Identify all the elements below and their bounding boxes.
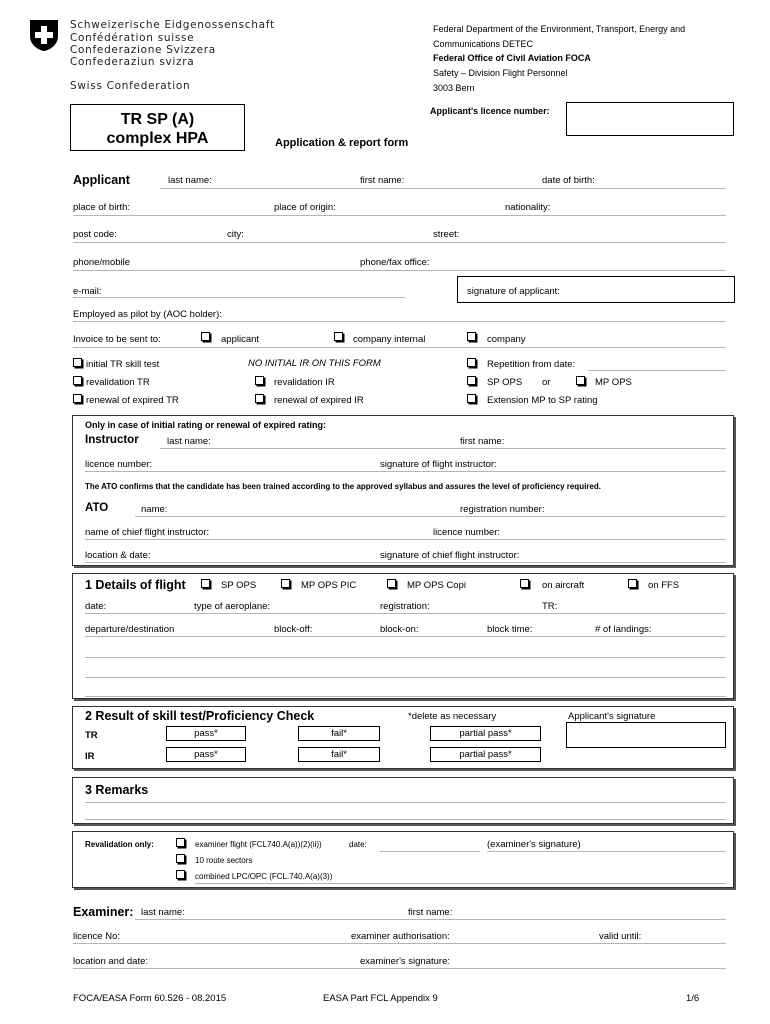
- examiner-heading: Examiner:: [73, 905, 134, 919]
- revalidation-section: [72, 831, 734, 888]
- revalidation-label: Revalidation only:: [85, 840, 154, 849]
- ch-name-it: Confederazione Svizzera: [70, 44, 216, 56]
- dept-line: Federal Department of the Environment, Transport, Energy and: [433, 24, 686, 34]
- invoice-internal-label: company internal: [353, 334, 426, 345]
- flight-mp-copi-checkbox[interactable]: [387, 579, 396, 588]
- phone-field[interactable]: [73, 270, 726, 271]
- examiner-location-label: location and date:: [73, 956, 149, 967]
- post-code-label: post code:: [73, 229, 117, 240]
- tr-partial-field[interactable]: partial pass*: [430, 726, 541, 741]
- examiner-last-name-label: last name:: [141, 907, 185, 918]
- licence-number-input[interactable]: [566, 102, 734, 136]
- flight-row-line[interactable]: [85, 657, 726, 658]
- reval-date-field[interactable]: [380, 851, 480, 852]
- title-line2: complex HPA: [106, 130, 209, 147]
- form-title: Application & report form: [275, 137, 409, 149]
- tr-fail-field[interactable]: fail*: [298, 726, 380, 741]
- applicant-result-signature-box[interactable]: [566, 722, 726, 748]
- chief-signature-label: signature of chief flight instructor:: [380, 550, 520, 561]
- mp-ops-label: MP OPS: [595, 377, 632, 388]
- instr-signature-label: signature of flight instructor:: [380, 459, 497, 470]
- examiner-flight-checkbox[interactable]: [176, 838, 185, 847]
- instructor-licence-field[interactable]: [85, 471, 726, 472]
- reval-ir-checkbox[interactable]: [255, 376, 264, 385]
- examiner-licence-field[interactable]: [73, 943, 726, 944]
- flight-mp-pic-checkbox[interactable]: [281, 579, 290, 588]
- ch-name-rm: Confederaziun svizra: [70, 56, 195, 68]
- title-line1: TR SP (A): [120, 111, 195, 128]
- repetition-label: Repetition from date:: [487, 359, 576, 370]
- flight-heading: 1 Details of flight: [85, 578, 186, 592]
- on-aircraft-checkbox[interactable]: [520, 579, 529, 588]
- ato-location-field[interactable]: [85, 562, 726, 563]
- division-line: Safety – Division Flight Personnel: [433, 68, 568, 78]
- ir-partial-field[interactable]: partial pass*: [430, 747, 541, 762]
- mp-ops-checkbox[interactable]: [576, 376, 585, 385]
- first-name-label: first name:: [360, 175, 405, 186]
- sp-ops-checkbox[interactable]: [467, 376, 476, 385]
- flight-tr-label: TR:: [542, 601, 558, 612]
- footer-appendix: EASA Part FCL Appendix 9: [323, 993, 438, 1004]
- on-aircraft-label: on aircraft: [542, 580, 585, 591]
- invoice-applicant-label: applicant: [221, 334, 260, 345]
- form-title-box: [70, 104, 245, 151]
- result-ir-label: IR: [85, 751, 95, 762]
- ato-location-label: location & date:: [85, 550, 151, 561]
- renewal-ir-label: renewal of expired IR: [274, 395, 364, 406]
- reval-tr-label: revalidation TR: [86, 377, 150, 388]
- fax-label: phone/fax office:: [360, 257, 430, 268]
- examiner-name-field[interactable]: [135, 919, 726, 920]
- reval-line: [195, 883, 726, 884]
- applicant-name-field[interactable]: [160, 188, 726, 189]
- extension-checkbox[interactable]: [467, 394, 476, 403]
- birth-field[interactable]: [73, 215, 726, 216]
- remarks-section: [72, 777, 734, 824]
- examiner-signature-label: examiner's signature:: [360, 956, 450, 967]
- invoice-applicant-checkbox[interactable]: [201, 332, 210, 341]
- flight-mp-pic-label: MP OPS PIC: [301, 580, 357, 591]
- initial-tr-checkbox[interactable]: [73, 358, 82, 367]
- applicant-signature-box[interactable]: [457, 276, 735, 303]
- invoice-label: Invoice to be sent to:: [73, 334, 161, 345]
- address-line: 3003 Bern: [433, 83, 475, 93]
- flight-sp-ops-label: SP OPS: [221, 580, 257, 591]
- ato-name-label: name:: [141, 504, 168, 515]
- applicant-heading: Applicant: [73, 173, 130, 187]
- foca-line: Federal Office of Civil Aviation FOCA: [433, 53, 591, 63]
- landings-label: # of landings:: [595, 624, 652, 635]
- ir-fail-field[interactable]: fail*: [298, 747, 380, 762]
- renewal-tr-checkbox[interactable]: [73, 394, 82, 403]
- phone-label: phone/mobile: [73, 257, 131, 268]
- combined-lpc-label: combined LPC/OPC (FCL.740.A(a)(3)): [195, 872, 333, 881]
- tr-pass-field[interactable]: pass*: [166, 726, 246, 741]
- chief-instructor-label: name of chief flight instructor:: [85, 527, 210, 538]
- instr-first-name-label: first name:: [460, 436, 505, 447]
- invoice-company-checkbox[interactable]: [467, 332, 476, 341]
- examiner-authorisation-label: examiner authorisation:: [351, 931, 450, 942]
- flight-registration-label: registration:: [380, 601, 430, 612]
- chief-instructor-field[interactable]: [85, 539, 726, 540]
- last-name-label: last name:: [168, 175, 212, 186]
- footer-page-number: 1/6: [686, 993, 700, 1004]
- dob-label: date of birth:: [542, 175, 595, 186]
- combined-lpc-checkbox[interactable]: [176, 870, 185, 879]
- employer-field[interactable]: [73, 321, 726, 322]
- block-off-label: block-off:: [274, 624, 313, 635]
- examiner-signature-note: (examiner's signature): [487, 839, 581, 850]
- sp-ops-label: SP OPS: [487, 377, 523, 388]
- remarks-field[interactable]: [85, 802, 726, 803]
- route-sectors-label: 10 route sectors: [195, 856, 253, 865]
- place-origin-label: place of origin:: [274, 202, 336, 213]
- flight-row-line[interactable]: [85, 696, 726, 697]
- valid-until-label: valid until:: [599, 931, 642, 942]
- reval-date-label: date:: [349, 840, 367, 849]
- dept-line: Communications DETEC: [433, 39, 534, 49]
- remarks-heading: 3 Remarks: [85, 783, 149, 797]
- instr-licence-label: licence number:: [85, 459, 153, 470]
- reval-ir-label: revalidation IR: [274, 377, 335, 388]
- result-tr-label: TR: [85, 730, 98, 741]
- instructor-name-field[interactable]: [160, 448, 726, 449]
- ato-name-field[interactable]: [135, 516, 726, 517]
- ir-pass-field[interactable]: pass*: [166, 747, 246, 762]
- examiner-location-field[interactable]: [73, 968, 726, 969]
- invoice-company-label: company: [487, 334, 526, 345]
- invoice-line: [73, 347, 726, 348]
- nationality-label: nationality:: [505, 202, 551, 213]
- flight-date-field[interactable]: [85, 613, 726, 614]
- flight-row-line[interactable]: [85, 636, 726, 637]
- repetition-checkbox[interactable]: [467, 358, 476, 367]
- or-label: or: [542, 377, 551, 388]
- on-ffs-label: on FFS: [648, 580, 680, 591]
- swiss-confederation: Swiss Confederation: [70, 80, 191, 92]
- flight-sp-ops-checkbox[interactable]: [201, 579, 210, 588]
- only-initial-note: Only in case of initial rating or renewal of expired rating:: [85, 420, 327, 430]
- delete-note: *delete as necessary: [408, 711, 497, 722]
- invoice-internal-checkbox[interactable]: [334, 332, 343, 341]
- ato-heading: ATO: [85, 502, 109, 514]
- result-heading: 2 Result of skill test/Proficiency Check: [85, 709, 315, 723]
- ato-confirm-note: The ATO confirms that the candidate has been trained according to the approved syllabus and assures the level of proficiency required.: [85, 482, 601, 491]
- on-ffs-checkbox[interactable]: [628, 579, 637, 588]
- address-field[interactable]: [73, 242, 726, 243]
- licence-number-label: Applicant's licence number:: [430, 106, 550, 116]
- block-time-label: block time:: [487, 624, 533, 635]
- renewal-ir-checkbox[interactable]: [255, 394, 264, 403]
- instructor-heading: Instructor: [85, 434, 139, 446]
- employed-label: Employed as pilot by (AOC holder):: [73, 309, 222, 320]
- route-sectors-checkbox[interactable]: [176, 854, 185, 863]
- examiner-first-name-label: first name:: [408, 907, 453, 918]
- remarks-field[interactable]: [85, 819, 726, 820]
- no-initial-ir-note: NO INITIAL IR ON THIS FORM: [248, 358, 381, 369]
- departure-label: departure/destination: [85, 624, 175, 635]
- block-on-label: block-on:: [380, 624, 419, 635]
- repetition-date-field[interactable]: [588, 370, 726, 371]
- flight-date-label: date:: [85, 601, 107, 612]
- city-label: city:: [227, 229, 244, 240]
- aeroplane-type-label: type of aeroplane:: [194, 601, 271, 612]
- ch-name-de: Schweizerische Eidgenossenschaft: [70, 19, 275, 31]
- footer-form-number: FOCA/EASA Form 60.526 - 08.2015: [73, 993, 227, 1004]
- flight-mp-copi-label: MP OPS Copi: [407, 580, 466, 591]
- initial-tr-label: initial TR skill test: [86, 359, 160, 370]
- renewal-tr-label: renewal of expired TR: [86, 395, 179, 406]
- ch-name-fr: Confédération suisse: [70, 32, 195, 44]
- street-label: street:: [433, 229, 460, 240]
- instr-last-name-label: last name:: [167, 436, 211, 447]
- place-birth-label: place of birth:: [73, 202, 131, 213]
- extension-label: Extension MP to SP rating: [487, 395, 598, 406]
- flight-row-line[interactable]: [85, 677, 726, 678]
- signature-label: signature of applicant:: [467, 286, 560, 297]
- chief-licence-label: licence number:: [433, 527, 501, 538]
- ato-registration-label: registration number:: [460, 504, 545, 515]
- applicant-signature-label: Applicant's signature: [568, 711, 656, 722]
- email-label: e-mail:: [73, 286, 102, 297]
- examiner-flight-label: examiner flight (FCL740.A(a))(2)(ii)): [195, 840, 322, 849]
- email-field[interactable]: [73, 297, 405, 298]
- swiss-coat-of-arms-icon: [29, 19, 59, 52]
- reval-tr-checkbox[interactable]: [73, 376, 82, 385]
- examiner-licence-label: licence No:: [73, 931, 120, 942]
- reval-signature-field[interactable]: [487, 851, 726, 852]
